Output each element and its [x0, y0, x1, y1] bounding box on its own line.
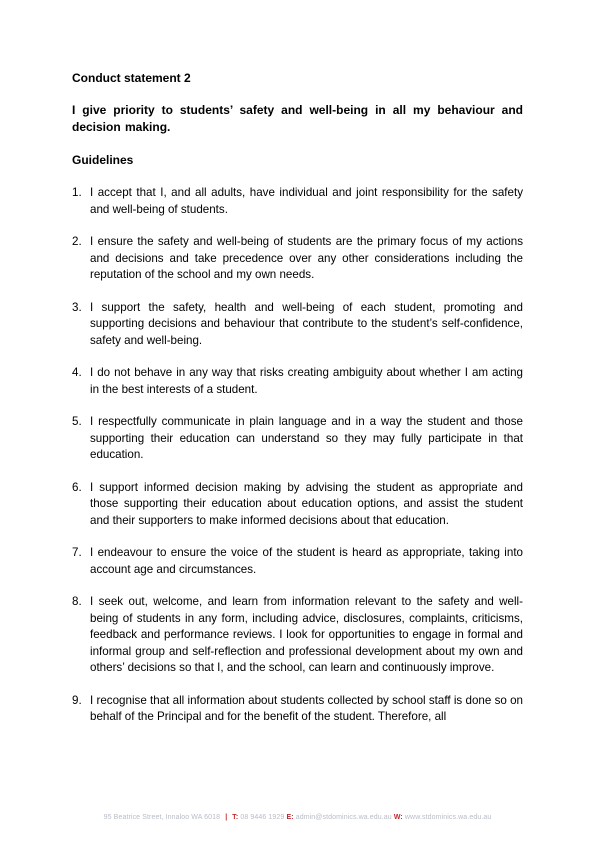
guideline-text: I support informed decision making by advising the student as appropriate and those supporting their education about education options, and assist the student and their supporters to make informed decisions about that education. — [90, 480, 523, 527]
guideline-item — [72, 480, 523, 530]
guideline-number: 2. — [72, 235, 82, 248]
guideline-number: 6. — [72, 480, 82, 494]
guidelines-heading: Guidelines — [72, 153, 134, 167]
guideline-item — [72, 234, 523, 284]
guideline-item — [72, 594, 523, 677]
page-footer — [0, 814, 595, 821]
guideline-number: 4. — [72, 366, 82, 379]
guidelines-list — [72, 185, 523, 726]
guideline-number: 9. — [72, 693, 82, 707]
footer-address: 95 Beatrice Street, Innaloo WA 6018 — [103, 814, 221, 821]
footer-web-label: W: — [393, 814, 403, 821]
conduct-statement-heading: Conduct statement 2 — [72, 71, 191, 85]
guideline-text: I accept that I, and all adults, have individual and joint responsibility for the safety and well-being of students. — [90, 186, 523, 216]
guideline-item — [72, 300, 523, 350]
footer-phone-label: T: — [232, 814, 239, 821]
footer-email-label: E: — [286, 814, 294, 821]
footer-phone: 08 9446 1929 — [240, 814, 285, 821]
footer-email: admin@stdominics.wa.edu.au — [295, 814, 392, 821]
guideline-item — [72, 365, 523, 398]
guideline-number: 7. — [72, 546, 82, 559]
guideline-number: 8. — [72, 595, 82, 608]
guideline-number: 1. — [72, 186, 82, 199]
conduct-statement-text: I give priority to students’ safety and well-being in all my behaviour and decision making. — [72, 103, 523, 134]
guideline-text: I recognise that all information about students collected by school staff is done so on behalf of the Principal and for the benefit of the student. Therefore, all — [90, 693, 523, 723]
footer-separator: | — [225, 814, 228, 821]
guideline-text: I endeavour to ensure the voice of the student is heard as appropriate, taking into account age and circumstances. — [90, 546, 523, 576]
guideline-number: 3. — [72, 300, 82, 314]
guideline-text: I do not behave in any way that risks creating ambiguity about whether I am acting in the best interests of a student. — [90, 366, 523, 396]
footer-web: www.stdominics.wa.edu.au — [404, 814, 492, 821]
guideline-text: I respectfully communicate in plain language and in a way the student and those supporting their education can understand so they may fully participate in that education. — [90, 415, 523, 461]
guideline-text: I ensure the safety and well-being of students are the primary focus of my actions and decisions and take precedence over any other considerations including the reputation of the school and my own needs. — [90, 235, 523, 281]
guideline-item — [72, 185, 523, 218]
guideline-text: I support the safety, health and well-being of each student, promoting and supporting decisions and behaviour that contribute to the student’s self-confidence, safety and well-being. — [90, 300, 523, 347]
guideline-number: 5. — [72, 415, 82, 428]
guideline-text: I seek out, welcome, and learn from information relevant to the safety and well-being of students in any form, including advice, disclosures, complaints, criticisms, feedback and performance reviews. I look for opportunities to engage in formal and informal group and self-reflection and professional development about my own and others’ decisions so that I, and the school, can learn and continuously improve. — [90, 595, 523, 674]
guideline-item — [72, 545, 523, 578]
guideline-item — [72, 693, 523, 726]
guideline-item — [72, 414, 523, 464]
document-body — [72, 70, 523, 742]
